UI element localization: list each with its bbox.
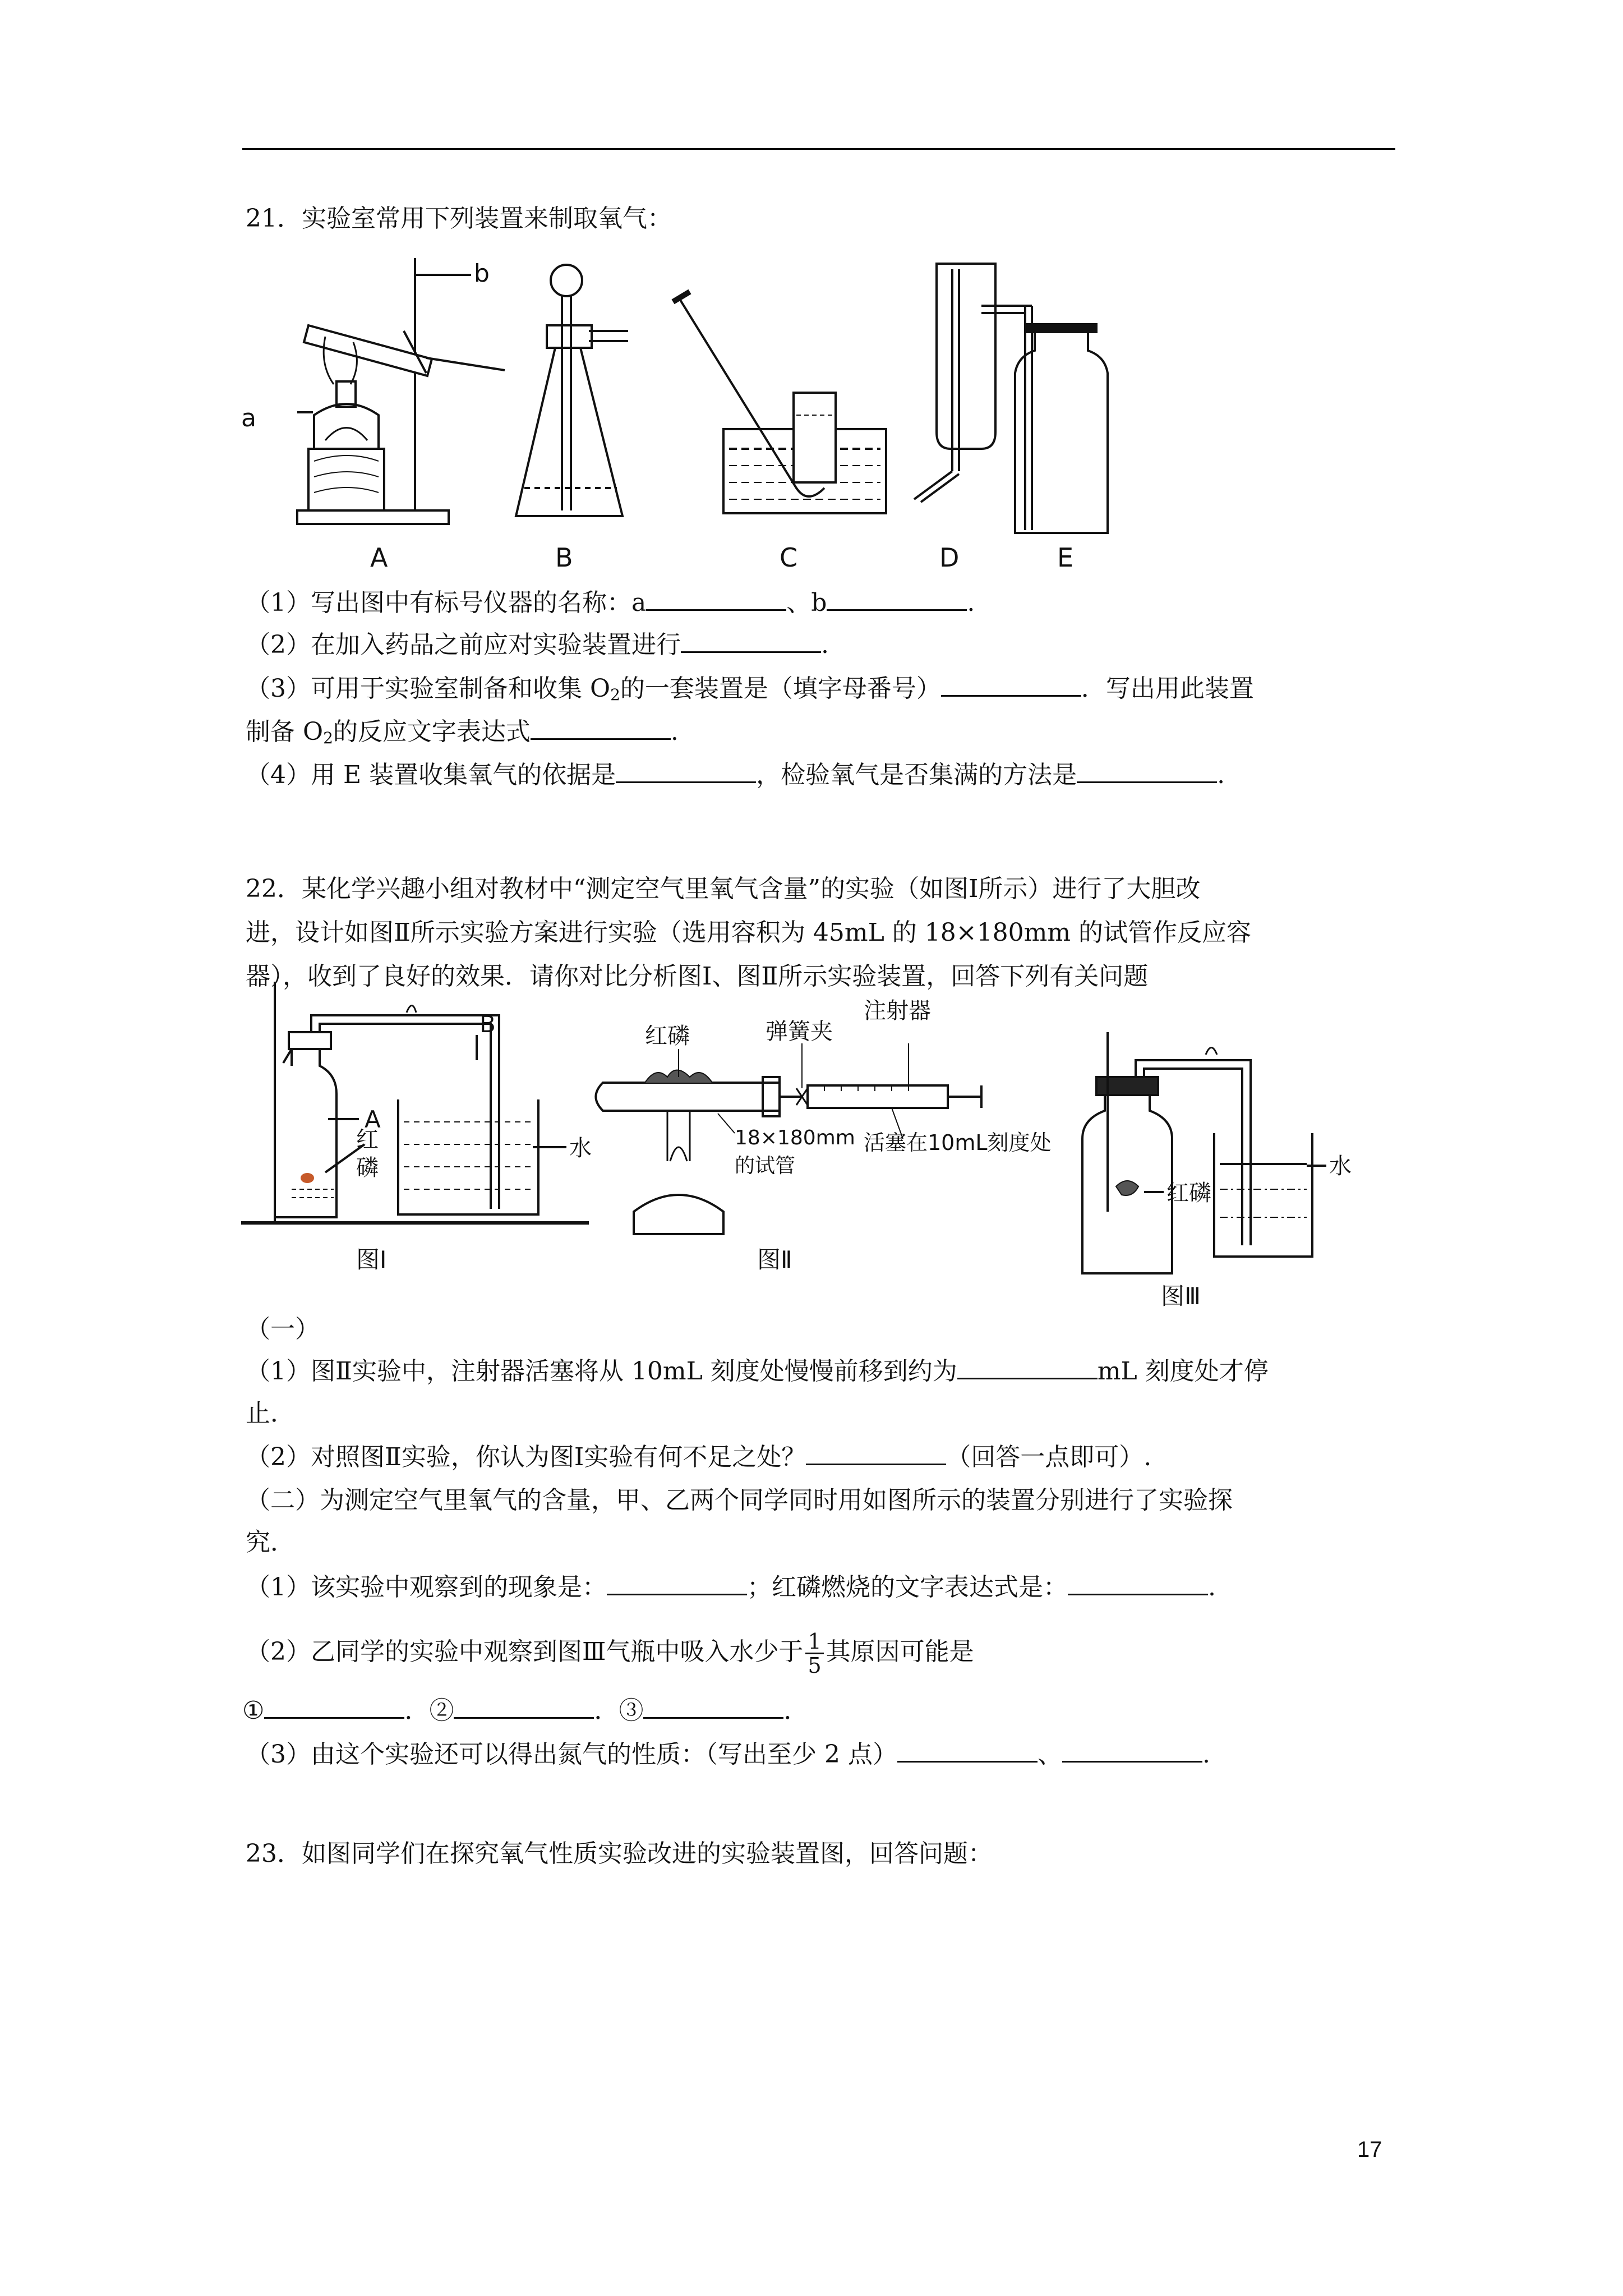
label-a: a — [241, 404, 256, 432]
fig2-caption: 图Ⅱ — [757, 1246, 792, 1273]
fig2-label-syringe: 注射器 — [864, 998, 931, 1024]
fig1-label-water: 水 — [569, 1135, 592, 1161]
answer-blank[interactable] — [531, 716, 671, 740]
answer-blank[interactable] — [1077, 759, 1217, 783]
label-B: B — [555, 542, 573, 573]
q21-apparatus-figure — [241, 252, 1251, 578]
figure-3 — [1082, 1032, 1326, 1273]
fig2-label-tube2: 的试管 — [735, 1154, 796, 1177]
answer-blank[interactable] — [616, 759, 756, 783]
q22-line-3: 器），收到了良好的效果．请你对比分析图Ⅰ、图Ⅱ所示实验装置，回答下列有关问题 — [246, 962, 1149, 991]
fig2-label-redp: 红磷 — [645, 1023, 690, 1049]
page-number: 17 — [1357, 2137, 1382, 2162]
fig1-caption: 图Ⅰ — [356, 1246, 387, 1273]
answer-blank[interactable] — [957, 1355, 1098, 1379]
apparatus-C — [673, 292, 886, 513]
answer-blank[interactable] — [806, 1441, 946, 1465]
answer-blank[interactable] — [681, 629, 821, 653]
answer-blank[interactable] — [264, 1695, 404, 1719]
label-A: A — [370, 542, 388, 573]
label-C: C — [780, 542, 798, 573]
label-b: b — [474, 259, 490, 288]
fig1-label-A: A — [365, 1106, 381, 1133]
q21-title: 21．实验室常用下列装置来制取氧气： — [246, 204, 672, 233]
answer-blank[interactable] — [646, 587, 786, 611]
q22-line-2: 进，设计如图Ⅱ所示实验方案进行实验（选用容积为 45mL 的 18×180mm 的试管作反应容 — [246, 918, 1252, 947]
apparatus-E — [981, 306, 1108, 533]
fig1-label-B: B — [479, 1010, 496, 1038]
fig3-label-redp: 红磷 — [1166, 1180, 1211, 1206]
answer-blank[interactable] — [941, 673, 1081, 697]
fig1-label-lin: 磷 — [356, 1155, 379, 1181]
q22-line-1: 22．某化学兴趣小组对教材中“测定空气里氧气含量”的实验（如图Ⅰ所示）进行了大胆改 — [246, 875, 1201, 903]
answer-blank[interactable] — [1062, 1738, 1202, 1763]
q23-title: 23．如图同学们在探究氧气性质实验改进的实验装置图，回答问题： — [246, 1839, 993, 1868]
label-D: D — [939, 542, 960, 573]
apparatus-D — [914, 264, 995, 502]
answer-blank[interactable] — [1068, 1571, 1208, 1595]
apparatus-B — [516, 265, 628, 516]
fraction-one-fifth: $\frac{1}{5}$ — [805, 1630, 823, 1677]
fig2-label-clamp: 弹簧夹 — [766, 1019, 833, 1045]
header-rule — [242, 148, 1395, 150]
fig1-label-hong: 红 — [356, 1127, 379, 1153]
answer-blank[interactable] — [607, 1571, 747, 1595]
answer-blank[interactable] — [827, 587, 967, 611]
fig3-label-water: 水 — [1329, 1153, 1352, 1179]
fig3-caption: 图Ⅲ — [1161, 1282, 1201, 1310]
figure-1 — [241, 982, 589, 1223]
fig2-label-piston: 活塞在10mL刻度处 — [864, 1130, 1052, 1155]
answer-blank[interactable] — [897, 1738, 1038, 1763]
label-E: E — [1057, 542, 1074, 573]
apparatus-A — [297, 258, 505, 524]
q22-apparatus-figure — [241, 976, 1408, 1324]
answer-blank[interactable] — [643, 1695, 783, 1719]
fig2-label-tube1: 18×180mm — [735, 1126, 855, 1149]
answer-blank[interactable] — [454, 1695, 594, 1719]
